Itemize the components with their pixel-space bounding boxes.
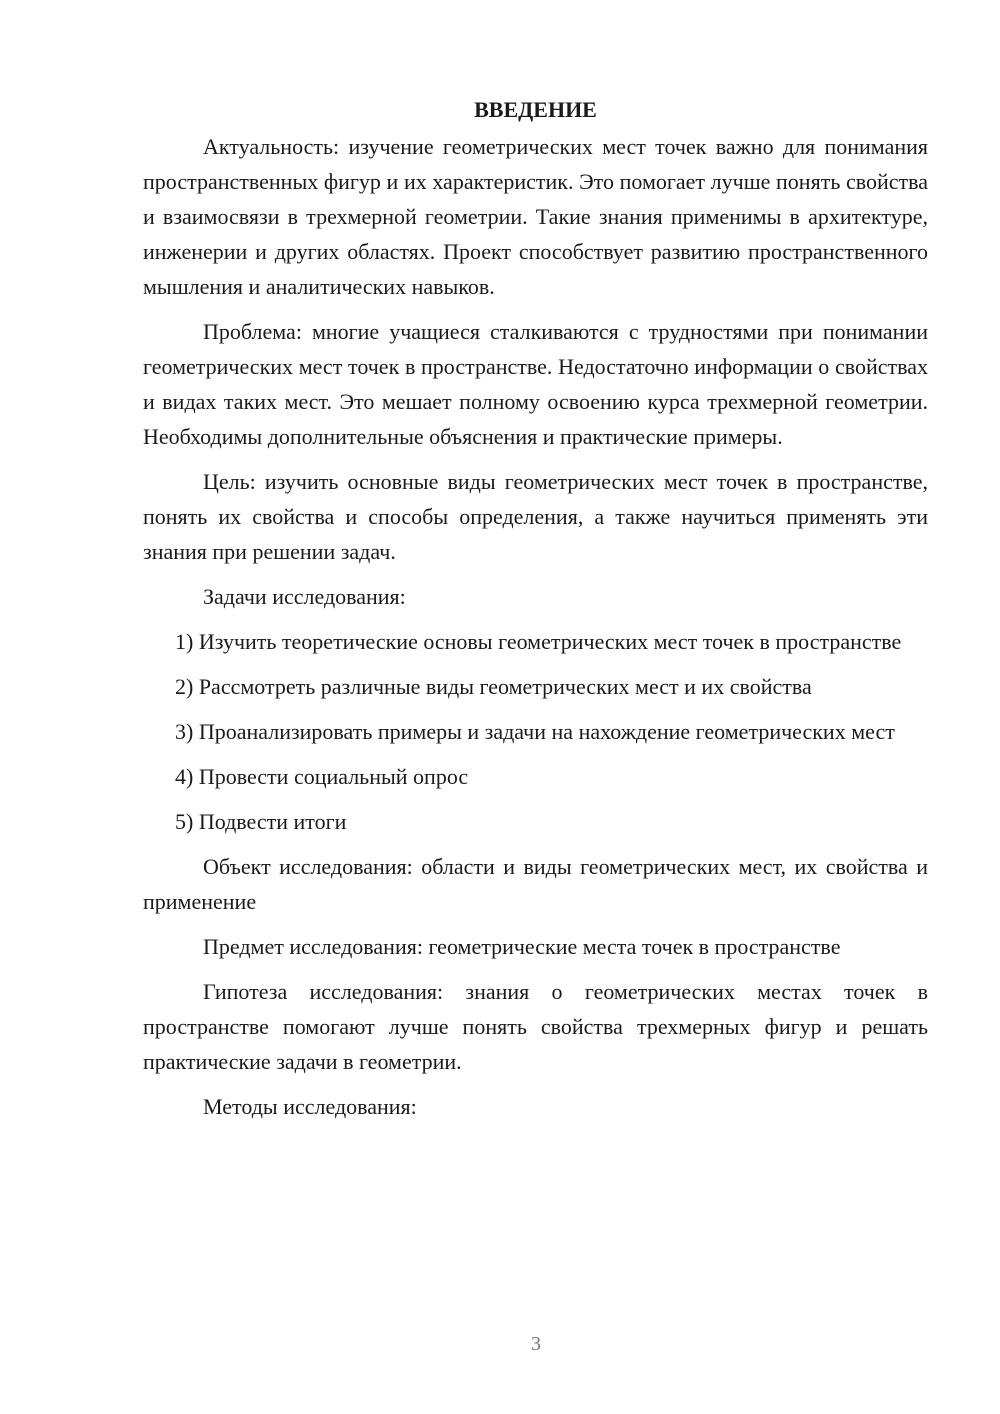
paragraph-object: Объект исследования: области и виды геометрических мест, их свойства и применение — [143, 854, 928, 914]
section-title: ВВЕДЕНИЕ — [474, 97, 597, 122]
paragraph-relevance: Актуальность: изучение геометрических мест точек важно для понимания пространственных фигур и их характеристик. Это помогает лучше понять свойства и взаимосвязи в трехмерной геометрии. Такие знания применимы в архитектуре, инженерии и других областях. Проект способствует развитию пространственного мышления и аналитических навыков. — [143, 134, 928, 299]
task-item-2: 2) Рассмотреть различные виды геометрических мест и их свойства — [175, 674, 812, 699]
task-item-4: 4) Провести социальный опрос — [175, 764, 469, 789]
task-item-1: 1) Изучить теоретические основы геометрических мест точек в пространстве — [175, 629, 902, 654]
paragraph-problem: Проблема: многие учащиеся сталкиваются с трудностями при понимании геометрических мест точек в пространстве. Недостаточно информации о свойствах и видах таких мест. Это мешает полному освоению курса трехмерной геометрии. Необходимы дополнительные объяснения и практические примеры. — [143, 319, 928, 449]
task-item-5: 5) Подвести итоги — [175, 809, 347, 834]
paragraph-tasks-heading: Задачи исследования: — [203, 584, 406, 609]
page-number: 3 — [531, 1333, 541, 1355]
paragraph-subject: Предмет исследования: геометрические места точек в пространстве — [203, 934, 841, 959]
task-item-3: 3) Проанализировать примеры и задачи на нахождение геометрических мест — [175, 719, 895, 744]
document-page — [143, 92, 928, 1134]
paragraph-goal: Цель: изучить основные виды геометрических мест точек в пространстве, понять их свойства и способы определения, а также научиться применять эти знания при решении задач. — [143, 469, 928, 564]
paragraph-hypothesis: Гипотеза исследования: знания о геометрических местах точек в пространстве помогают лучше понять свойства трехмерных фигур и решать практические задачи в геометрии. — [143, 979, 928, 1074]
paragraph-methods: Методы исследования: — [203, 1094, 417, 1119]
